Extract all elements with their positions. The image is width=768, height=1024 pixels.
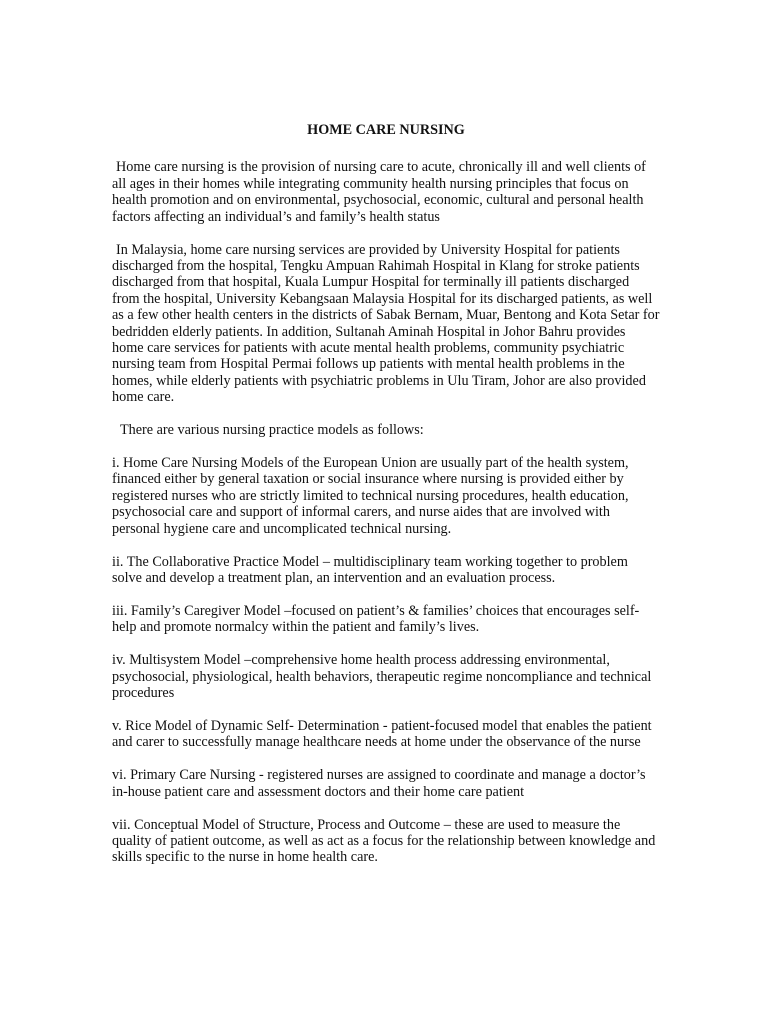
paragraph-model-iii: iii. Family’s Caregiver Model –focused on patient’s & families’ choices that encourages self-help and promote normalcy within the patient and family’s lives. [112, 602, 640, 636]
document-title: HOME CARE NURSING [307, 122, 465, 138]
paragraph-malaysia-services: In Malaysia, home care nursing services are provided by University Hospital for patients discharged from the hospital, Tengku Ampuan Rahimah Hospital in Klang for stroke patients discharged from that hospital, Kuala Lumpur Hospital for terminally ill patients discharged from the hospital, University Kebangsaan Malaysia Hospital for its discharged patients, as well as a few other health centers in the districts of Sabak Bernam, Muar, Bentong and Kota Setar for bedridden elderly patients. In addition, Sultanah Aminah Hospital in Johor Bahru provides home care services for patients with acute mental health problems, community psychiatric nursing team from Hospital Permai follows up patients with mental health problems in the homes, while elderly patients with psychiatric problems in Ulu Tiram, Johor are also provided home care. [112, 241, 660, 406]
paragraph-model-i: i. Home Care Nursing Models of the European Union are usually part of the health system, financed either by general taxation or social insurance where nursing is provided either by registered nurses who are strictly limited to technical nursing procedures, health education, psychosocial care and support of informal carers, and nurse aides that are involved with personal hygiene care and uncomplicated technical nursing. [112, 455, 629, 537]
paragraph-model-v: v. Rice Model of Dynamic Self- Determination - patient-focused model that enables the patient and carer to successfully manage healthcare needs at home under the observance of the nurse [112, 717, 652, 751]
paragraph-model-vi: vi. Primary Care Nursing - registered nurses are assigned to coordinate and manage a doctor’s in-house patient care and assessment doctors and their home care patient [112, 767, 646, 800]
paragraph-models-intro: There are various nursing practice models as follows: [120, 422, 424, 439]
paragraph-model-iv: iv. Multisystem Model –comprehensive home health process addressing environmental, psychosocial, physiological, health behaviors, therapeutic regime noncompliance and technical procedures [112, 652, 652, 701]
document-page [112, 122, 660, 882]
paragraph-definition: Home care nursing is the provision of nursing care to acute, chronically ill and well clients of all ages in their homes while integrating community health nursing principles that focus on health promotion and on environmental, psychosocial, economic, cultural and personal health factors affecting an individual’s and family’s health status [112, 159, 646, 225]
paragraph-model-ii: ii. The Collaborative Practice Model – multidisciplinary team working together to problem solve and develop a treatment plan, an intervention and an evaluation process. [112, 553, 628, 586]
paragraph-model-vii: vii. Conceptual Model of Structure, Process and Outcome – these are used to measure the quality of patient outcome, as well as act as a focus for the relationship between knowledge and skills specific to the nurse in home health care. [112, 816, 656, 866]
